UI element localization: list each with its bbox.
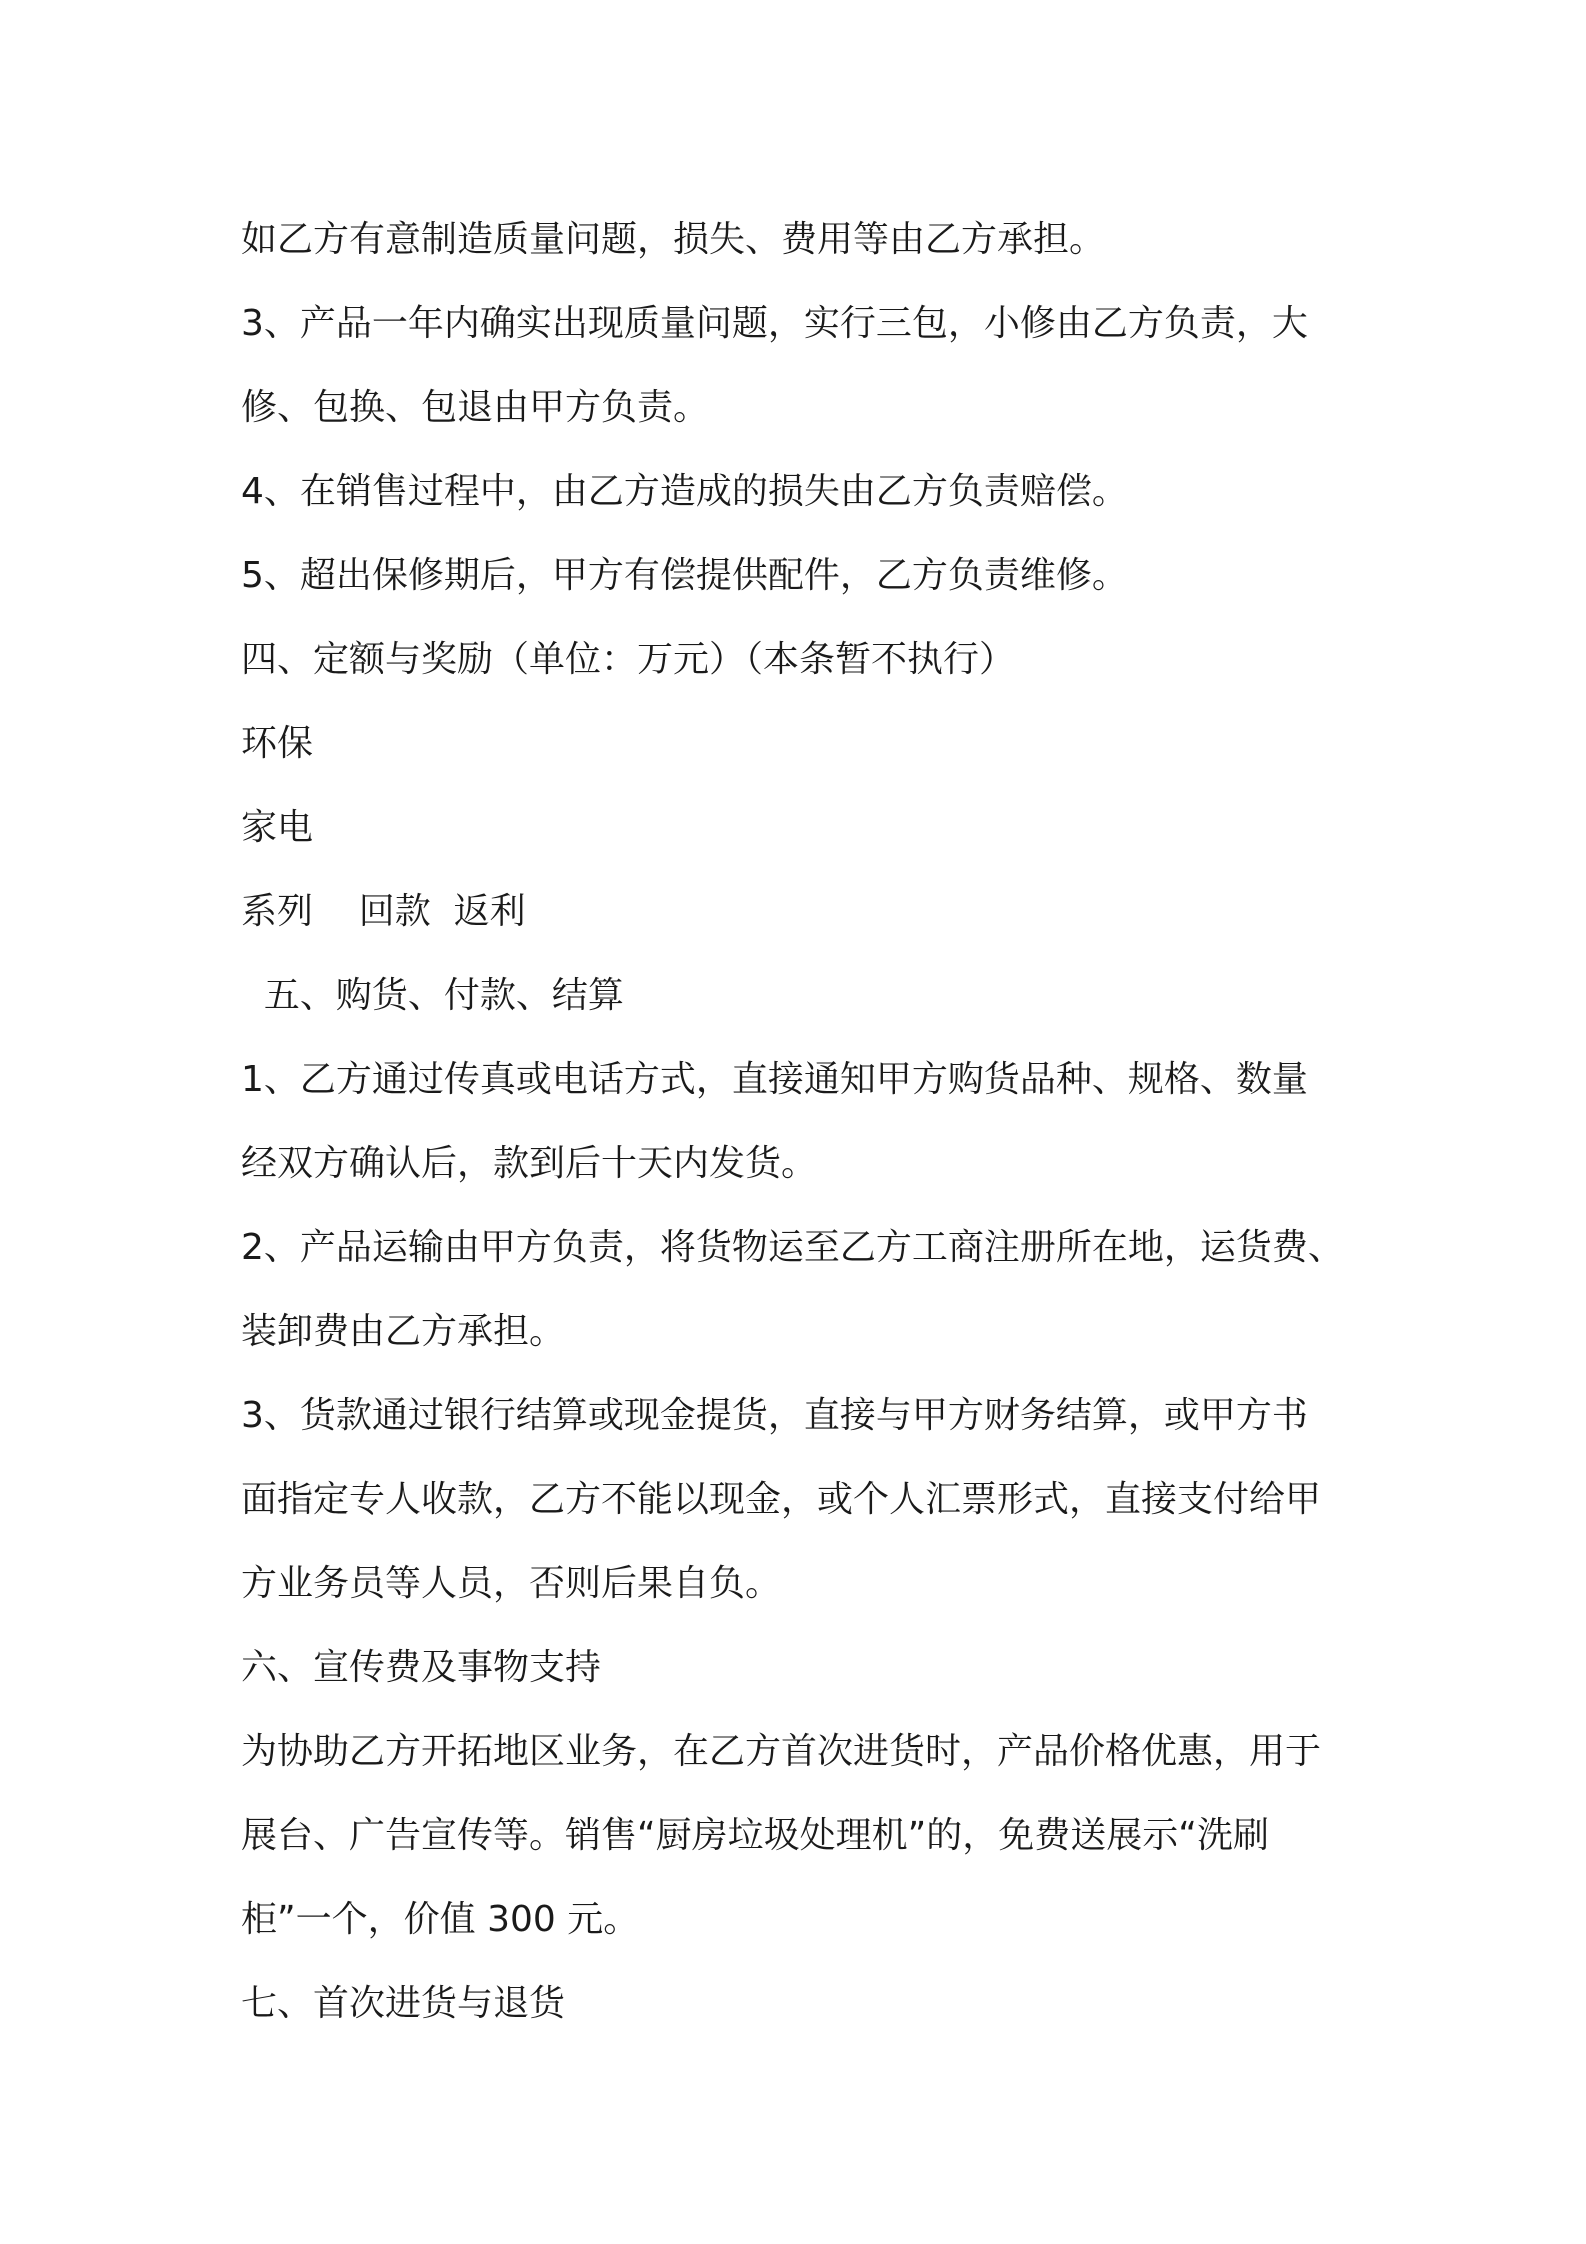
table-header-row: 系列 回款 返利	[241, 891, 526, 932]
paragraph-line-2: 3、产品一年内确实出现质量问题，实行三包，小修由乙方负责，大	[241, 303, 1308, 344]
paragraph-line-8: 2、产品运输由甲方负责，将货物运至乙方工商注册所在地，运货费、	[241, 1227, 1344, 1268]
paragraph-line-11: 面指定专人收款，乙方不能以现金，或个人汇票形式，直接支付给甲	[241, 1479, 1322, 1520]
table-text-1: 环保	[241, 723, 314, 764]
document-body	[241, 198, 1391, 2046]
paragraph-line-15: 柜”一个，价值 300 元。	[241, 1899, 640, 1940]
paragraph-line-6: 1、乙方通过传真或电话方式，直接通知甲方购货品种、规格、数量	[241, 1059, 1308, 1100]
section-heading-6: 六、宣传费及事物支持	[241, 1647, 602, 1688]
paragraph-line-14: 展台、广告宣传等。销售“厨房垃圾处理机”的，免费送展示“洗刷	[241, 1815, 1269, 1856]
section-heading-7: 七、首次进货与退货	[241, 1983, 566, 2024]
paragraph-line-12: 方业务员等人员，否则后果自负。	[241, 1563, 782, 1604]
section-heading-5: 五、购货、付款、结算	[241, 975, 624, 1016]
paragraph-line-7: 经双方确认后，款到后十天内发货。	[241, 1143, 818, 1184]
section-heading-4: 四、定额与奖励（单位：万元）（本条暂不执行）	[241, 639, 1016, 680]
paragraph-line-13: 为协助乙方开拓地区业务，在乙方首次进货时，产品价格优惠，用于	[241, 1731, 1322, 1772]
table-text-2: 家电	[241, 807, 314, 848]
paragraph-line-3: 修、包换、包退由甲方负责。	[241, 387, 710, 428]
paragraph-line-1: 如乙方有意制造质量问题，损失、费用等由乙方承担。	[241, 219, 1106, 260]
paragraph-line-10: 3、货款通过银行结算或现金提货，直接与甲方财务结算，或甲方书	[241, 1395, 1308, 1436]
paragraph-line-4: 4、在销售过程中，由乙方造成的损失由乙方负责赔偿。	[241, 471, 1128, 512]
paragraph-line-5: 5、超出保修期后，甲方有偿提供配件，乙方负责维修。	[241, 555, 1128, 596]
paragraph-line-9: 装卸费由乙方承担。	[241, 1311, 566, 1352]
